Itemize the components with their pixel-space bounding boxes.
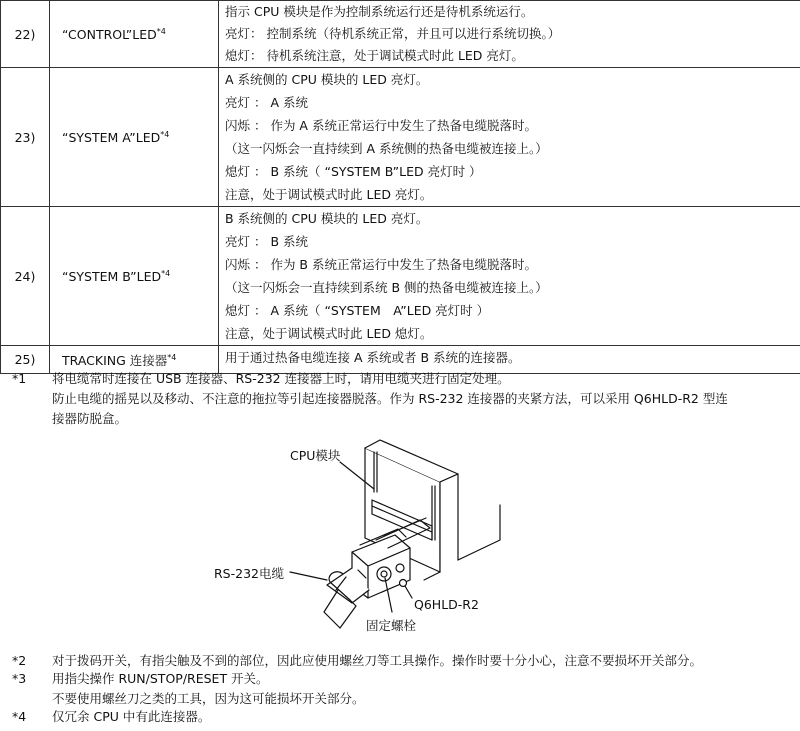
footnote-ref: *4 <box>160 129 170 139</box>
row-description: 用于通过热备电缆连接 A 系统或者 B 系统的连接器。 <box>219 346 800 374</box>
row-description: A 系统侧的 CPU 模块的 LED 亮灯。 亮灯 ： A 系统 闪烁 ： 作为 A 系统正常运行中发生了热备电缆脱落时。 （这一闪烁会一直持续到 A 系统侧的热备电缆被连接上。） 熄灯 ： B 系统（ “SYSTEM B”LED 亮灯时 ） 注意，处于调试模式时此 LED 亮灯。 <box>219 68 800 207</box>
footnote-ref: *4 <box>156 26 166 36</box>
row-name: “SYSTEM B”LED$^{*4}$ <box>50 207 219 346</box>
cpu-module-label: CPU模块 <box>290 448 341 463</box>
rs232-cable-label: RS-232电缆 <box>214 566 284 581</box>
footnote-3: *3 用指尖操作 RUN/STOP/RESET 开关。 不要使用螺丝刀之类的工具，因为这可能损坏开关部分。 <box>12 671 365 706</box>
footnote-mark: *4 <box>12 709 27 724</box>
row-name: TRACKING 连接器$^{*4}$ <box>50 346 219 374</box>
footnote-ref: *4 <box>167 352 177 362</box>
footnote-2: *2 对于拨码开关，有指尖触及不到的部位，因此应使用螺丝刀等工具操作。操作时要十分小心，注意不要损坏开关部分。 <box>12 651 702 671</box>
q6hld-r2-label: Q6HLD-R2 <box>414 597 479 612</box>
row-number: 24) <box>1 207 50 346</box>
row-name: “CONTROL”LED$^{*4}$ <box>50 1 219 68</box>
box-leader-line <box>405 586 412 598</box>
footnote-mark: *1 <box>12 371 27 386</box>
footnote-ref: *4 <box>161 268 171 278</box>
footnote-4: *4 仅冗余 CPU 中有此连接器。 <box>12 707 210 727</box>
cable-leader-line <box>290 572 327 580</box>
row-description: B 系统侧的 CPU 模块的 LED 亮灯。 亮灯 ： B 系统 闪烁 ： 作为 B 系统正常运行中发生了热备电缆脱落时。 （这一闪烁会一直持续到系统 B 侧的热备电缆被连接上。） 熄灯 ： A 系统（ “SYSTEM A”LED 亮灯时 ） 注意，处于调试模式时此 LED 熄灯。 <box>219 207 800 346</box>
fixing-screw-label: 固定螺栓 <box>366 618 417 633</box>
footnote-1: *1 将电缆常时连接在 USB 连接器、RS-232 连接器上时，请用电缆夹进行固定处理。 防止电缆的摇晃以及移动、不注意的拖拉等引起连接器脱落。作为 RS-232 连接器的夹紧方法，可以采用 Q6HLD-R2 型连 接器防脱盒。 <box>12 371 728 426</box>
row-number: 22) <box>1 1 50 68</box>
row-number: 25) <box>1 346 50 374</box>
footnote-mark: *3 <box>12 671 27 686</box>
row-description: 指示 CPU 模块是作为控制系统运行还是待机系统运行。 亮灯： 控制系统（待机系统正常，并且可以进行系统切换。） 熄灯： 待机系统注意，处于调试模式时此 LED 亮灯。 <box>219 1 800 68</box>
row-number: 23) <box>1 68 50 207</box>
row-name: “SYSTEM A”LED$^{*4}$ <box>50 68 219 207</box>
footnote-mark: *2 <box>12 653 27 668</box>
